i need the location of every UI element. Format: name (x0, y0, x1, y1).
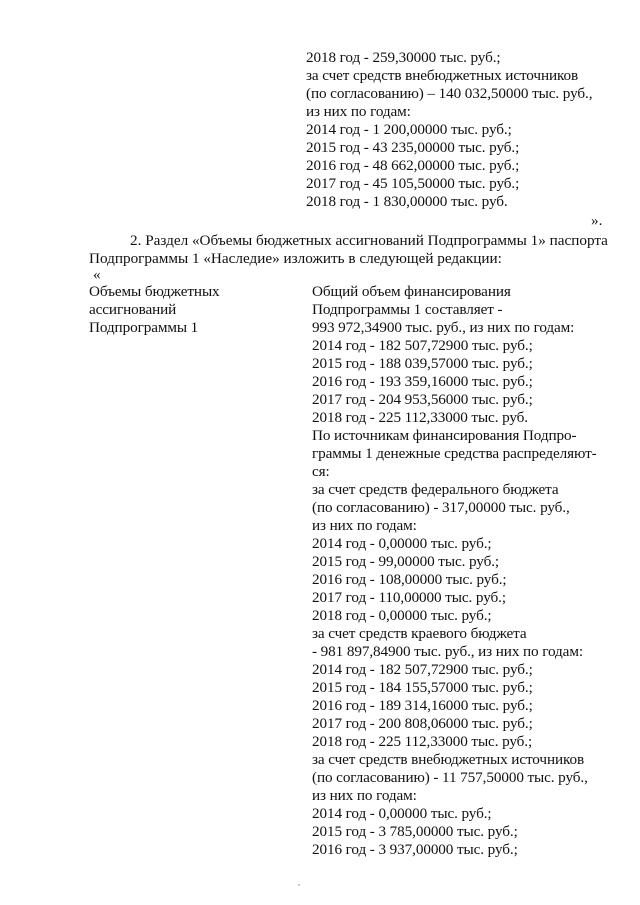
text-line: 2015 год - 3 785,00000 тыс. руб.; (312, 823, 518, 840)
closing-quote: ». (591, 212, 603, 229)
text-line: 2017 год - 110,00000 тыс. руб.; (312, 589, 506, 606)
text-line: граммы 1 денежные средства распределяют- (312, 445, 597, 462)
label-line: Подпрограммы 1 (89, 319, 199, 336)
text-line: из них по годам: (312, 787, 417, 804)
text-line: 2017 год - 45 105,50000 тыс. руб.; (306, 175, 520, 192)
text-line: 2015 год - 188 039,57000 тыс. руб.; (312, 355, 533, 372)
text-line: 2018 год - 225 112,33000 тыс. руб.; (312, 733, 533, 750)
paragraph-line-2: Подпрограммы 1 «Наследие» изложить в следующей редакции: (89, 250, 502, 267)
text-line: из них по годам: (312, 517, 417, 534)
text-line: Подпрограммы 1 составляет - (312, 301, 503, 318)
text-line: за счет средств краевого бюджета (312, 625, 527, 642)
text-line: за счет средств внебюджетных источников (312, 751, 585, 768)
text-line: 993 972,34900 тыс. руб., из них по годам: (312, 319, 575, 336)
text-line: 2015 год - 184 155,57000 тыс. руб.; (312, 679, 533, 696)
label-line: Объемы бюджетных (89, 283, 220, 300)
opening-quote: « (93, 266, 101, 283)
text-line: 2014 год - 182 507,72900 тыс. руб.; (312, 661, 533, 678)
text-line: Общий объем финансирования (312, 283, 511, 300)
text-line: 2018 год - 0,00000 тыс. руб.; (312, 607, 492, 624)
top-funding-block (306, 49, 592, 211)
text-line: 2014 год - 182 507,72900 тыс. руб.; (312, 337, 533, 354)
text-line: 2014 год - 1 200,00000 тыс. руб.; (306, 121, 512, 138)
left-column-label (89, 283, 220, 337)
text-line: (по согласованию) - 11 757,50000 тыс. руб., (312, 769, 588, 786)
text-line: 2014 год - 0,00000 тыс. руб.; (312, 805, 492, 822)
right-column-funding (312, 283, 597, 859)
text-line: 2017 год - 200 808,06000 тыс. руб.; (312, 715, 533, 732)
text-line: 2018 год - 225 112,33000 тыс. руб. (312, 409, 529, 426)
text-line: (по согласованию) – 140 032,50000 тыс. руб., (306, 85, 593, 102)
text-line: ся: (312, 463, 330, 480)
text-line: 2018 год - 259,30000 тыс. руб.; (306, 49, 501, 66)
text-line: (по согласованию) - 317,00000 тыс. руб., (312, 499, 570, 516)
text-line: 2018 год - 1 830,00000 тыс. руб. (306, 193, 508, 210)
text-line: 2016 год - 108,00000 тыс. руб.; (312, 571, 507, 588)
text-line: 2015 год - 99,00000 тыс. руб.; (312, 553, 500, 570)
label-line: ассигнований (89, 301, 177, 318)
text-line: По источникам финансирования Подпро- (312, 427, 577, 444)
paragraph-line-1: 2. Раздел «Объемы бюджетных ассигнований Подпрограммы 1» паспорта (130, 232, 608, 249)
text-line: 2017 год - 204 953,56000 тыс. руб.; (312, 391, 533, 408)
text-line: 2016 год - 189 314,16000 тыс. руб.; (312, 697, 533, 714)
text-line: 2016 год - 193 359,16000 тыс. руб.; (312, 373, 533, 390)
scan-speck (298, 884, 300, 886)
text-line: 2016 год - 48 662,00000 тыс. руб.; (306, 157, 520, 174)
text-line: 2015 год - 43 235,00000 тыс. руб.; (306, 139, 520, 156)
text-line: - 981 897,84900 тыс. руб., из них по годам: (312, 643, 583, 660)
text-line: из них по годам: (306, 103, 411, 120)
text-line: за счет средств федерального бюджета (312, 481, 559, 498)
text-line: за счет средств внебюджетных источников (306, 67, 579, 84)
text-line: 2014 год - 0,00000 тыс. руб.; (312, 535, 492, 552)
text-line: 2016 год - 3 937,00000 тыс. руб.; (312, 841, 518, 858)
